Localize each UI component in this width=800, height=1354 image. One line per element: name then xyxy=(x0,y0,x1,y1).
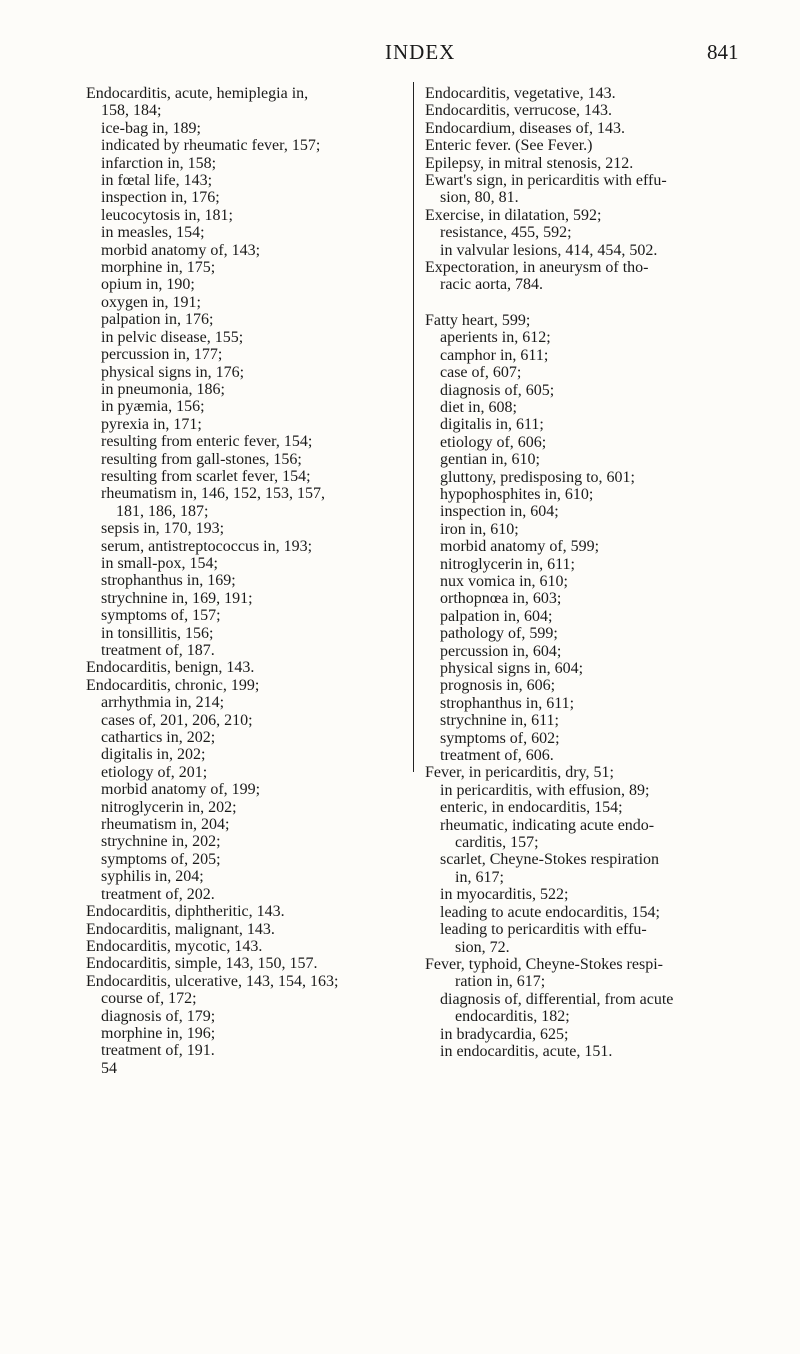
index-subentry: palpation in, 604; xyxy=(440,607,553,625)
index-entry: Fatty heart, 599; xyxy=(425,311,531,329)
index-subentry: sepsis in, 170, 193; xyxy=(101,520,225,538)
index-subentry: prognosis in, 606; xyxy=(440,677,556,695)
index-subentry: in pyæmia, 156; xyxy=(101,398,205,416)
page-number: 841 xyxy=(707,40,739,64)
index-subentry: diet in, 608; xyxy=(440,398,517,416)
index-subentry: in pneumonia, 186; xyxy=(101,380,225,398)
index-subentry: 181, 186, 187; xyxy=(116,502,209,520)
index-subentry: nux vomica in, 610; xyxy=(440,572,568,590)
index-subentry: indicated by rheumatic fever, 157; xyxy=(101,137,321,155)
index-subentry: in small-pox, 154; xyxy=(101,554,218,572)
index-subentry: treatment of, 187. xyxy=(101,642,215,659)
index-entry: Exercise, in dilatation, 592; xyxy=(425,206,602,224)
index-subentry: symptoms of, 205; xyxy=(101,850,221,868)
index-subentry: strychnine in, 169, 191; xyxy=(101,589,253,607)
index-subentry: carditis, 157; xyxy=(455,834,539,852)
index-subentry: rheumatic, indicating acute endo- xyxy=(440,816,655,834)
index-entry: Endocarditis, vegetative, 143. xyxy=(425,85,616,102)
index-subentry: diagnosis of, 179; xyxy=(101,1007,216,1025)
index-subentry: in measles, 154; xyxy=(101,224,205,242)
index-subentry: arrhythmia in, 214; xyxy=(101,694,225,712)
signature-mark: 54 xyxy=(101,1059,117,1077)
index-entry: Endocardium, diseases of, 143. xyxy=(425,119,625,137)
index-subentry: in, 617; xyxy=(455,868,504,886)
index-entry: Endocarditis, verrucose, 143. xyxy=(425,102,613,120)
index-subentry: rheumatism in, 204; xyxy=(101,816,230,834)
index-subentry: in bradycardia, 625; xyxy=(440,1025,569,1043)
index-entry: Epilepsy, in mitral stenosis, 212. xyxy=(425,154,634,172)
index-subentry: sion, 80, 81. xyxy=(440,189,519,207)
index-subentry: gluttony, predisposing to, 601; xyxy=(440,468,635,486)
index-subentry: opium in, 190; xyxy=(101,276,195,294)
index-subentry: morbid anatomy of, 143; xyxy=(101,241,261,259)
index-subentry: symptoms of, 157; xyxy=(101,607,221,625)
index-subentry: resistance, 455, 592; xyxy=(440,224,572,242)
index-column-right xyxy=(425,85,735,1060)
index-subentry: inspection in, 176; xyxy=(101,189,220,207)
page-header xyxy=(0,40,800,70)
index-subentry: physical signs in, 604; xyxy=(440,660,584,677)
index-subentry: treatment of, 191. xyxy=(101,1042,215,1060)
index-subentry: rheumatism in, 146, 152, 153, 157, xyxy=(101,485,325,503)
index-subentry: hypophosphites in, 610; xyxy=(440,485,594,503)
index-subentry: strophanthus in, 611; xyxy=(440,694,575,712)
index-subentry: treatment of, 606. xyxy=(440,747,554,765)
index-subentry: 158, 184; xyxy=(101,102,162,120)
index-subentry: orthopnœa in, 603; xyxy=(440,590,562,608)
index-subentry: oxygen in, 191; xyxy=(101,293,201,311)
index-subentry: inspection in, 604; xyxy=(440,503,559,521)
index-subentry: palpation in, 176; xyxy=(101,311,214,329)
index-entry: Fever, typhoid, Cheyne-Stokes respi- xyxy=(425,955,663,973)
index-subentry: aperients in, 612; xyxy=(440,329,551,347)
index-subentry: in tonsillitis, 156; xyxy=(101,624,214,642)
column-divider xyxy=(413,82,414,772)
index-subentry: morphine in, 175; xyxy=(101,259,216,277)
index-entry: Endocarditis, benign, 143. xyxy=(86,659,255,677)
index-entry: Endocarditis, chronic, 199; xyxy=(86,676,260,694)
index-subentry: percussion in, 177; xyxy=(101,346,223,364)
index-entry: Endocarditis, malignant, 143. xyxy=(86,920,275,938)
index-entry: Endocarditis, diphtheritic, 143. xyxy=(86,903,285,921)
index-subentry: resulting from scarlet fever, 154; xyxy=(101,467,311,485)
index-subentry: in pelvic disease, 155; xyxy=(101,328,244,346)
index-subentry: etiology of, 606; xyxy=(440,433,547,451)
index-subentry: leucocytosis in, 181; xyxy=(101,206,233,224)
index-entry: Enteric fever. (See Fever.) xyxy=(425,137,593,155)
index-subentry: pyrexia in, 171; xyxy=(101,415,202,433)
index-subentry: diagnosis of, differential, from acute xyxy=(440,990,674,1008)
index-subentry: digitalis in, 202; xyxy=(101,746,206,764)
index-entry: Fever, in pericarditis, dry, 51; xyxy=(425,764,614,782)
index-subentry: sion, 72. xyxy=(455,938,510,956)
index-subentry: physical signs in, 176; xyxy=(101,363,245,381)
index-subentry: morphine in, 196; xyxy=(101,1024,216,1042)
index-subentry: digitalis in, 611; xyxy=(440,416,544,434)
index-subentry: camphor in, 611; xyxy=(440,346,549,364)
index-entry: Endocarditis, acute, hemiplegia in, xyxy=(86,85,309,102)
index-subentry: nitroglycerin in, 202; xyxy=(101,798,237,816)
index-subentry: morbid anatomy of, 599; xyxy=(440,538,600,556)
index-subentry: infarction in, 158; xyxy=(101,154,217,172)
index-subentry: scarlet, Cheyne-Stokes respiration xyxy=(440,851,660,869)
index-subentry: strophanthus in, 169; xyxy=(101,572,236,590)
index-subentry: serum, antistreptococcus in, 193; xyxy=(101,537,313,555)
index-subentry: ice-bag in, 189; xyxy=(101,119,201,137)
index-subentry: iron in, 610; xyxy=(440,520,519,538)
index-subentry: cases of, 201, 206, 210; xyxy=(101,711,253,729)
index-subentry: nitroglycerin in, 611; xyxy=(440,555,575,573)
index-subentry: in myocarditis, 522; xyxy=(440,886,569,904)
index-column-left xyxy=(86,85,406,1077)
index-subentry: treatment of, 202. xyxy=(101,885,215,903)
index-subentry: cathartics in, 202; xyxy=(101,729,216,747)
index-subentry: in endocarditis, acute, 151. xyxy=(440,1042,613,1060)
index-subentry: pathology of, 599; xyxy=(440,625,558,643)
index-subentry: resulting from enteric fever, 154; xyxy=(101,433,313,451)
index-subentry: in valvular lesions, 414, 454, 502. xyxy=(440,241,658,259)
index-subentry: case of, 607; xyxy=(440,364,522,382)
index-subentry: percussion in, 604; xyxy=(440,642,562,660)
index-subentry: in pericarditis, with effusion, 89; xyxy=(440,781,650,799)
index-subentry: diagnosis of, 605; xyxy=(440,381,555,399)
index-subentry: resulting from gall-stones, 156; xyxy=(101,450,302,468)
index-subentry: symptoms of, 602; xyxy=(440,729,560,747)
index-entry: Ewart's sign, in pericarditis with effu- xyxy=(425,172,667,190)
index-subentry: course of, 172; xyxy=(101,990,197,1008)
index-subentry: enteric, in endocarditis, 154; xyxy=(440,799,623,817)
index-subentry: strychnine in, 202; xyxy=(101,833,221,851)
index-subentry: endocarditis, 182; xyxy=(455,1008,570,1026)
index-gap xyxy=(425,294,735,312)
index-subentry: racic aorta, 784. xyxy=(440,276,544,294)
index-subentry: syphilis in, 204; xyxy=(101,868,204,886)
index-subentry: etiology of, 201; xyxy=(101,763,208,781)
index-entry: Endocarditis, simple, 143, 150, 157. xyxy=(86,955,318,973)
index-subentry: leading to pericarditis with effu- xyxy=(440,921,647,939)
index-entry: Expectoration, in aneurysm of tho- xyxy=(425,259,649,277)
index-subentry: in fœtal life, 143; xyxy=(101,172,213,190)
running-title: INDEX xyxy=(385,40,456,64)
index-subentry: strychnine in, 611; xyxy=(440,712,559,730)
index-entry: Endocarditis, ulcerative, 143, 154, 163; xyxy=(86,972,339,990)
index-subentry: morbid anatomy of, 199; xyxy=(101,781,261,799)
index-subentry: gentian in, 610; xyxy=(440,451,540,469)
index-subentry: leading to acute endocarditis, 154; xyxy=(440,903,660,921)
index-subentry: ration in, 617; xyxy=(455,973,546,991)
index-entry: Endocarditis, mycotic, 143. xyxy=(86,937,263,955)
